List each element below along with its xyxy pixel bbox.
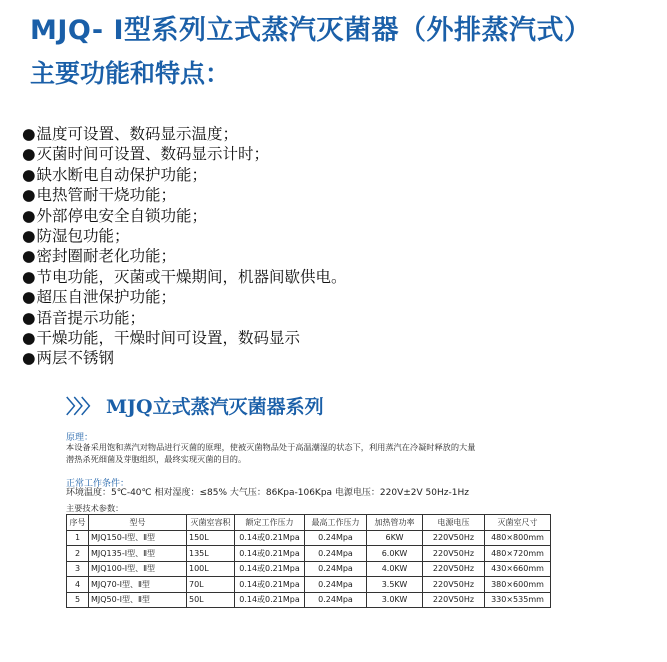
table-cell: 480×800mm [485,530,551,546]
column-header: 最高工作压力 [305,515,367,531]
column-header: 电源电压 [423,515,485,531]
table-cell: 220V50Hz [423,546,485,562]
table-row [67,546,551,562]
table-cell: 0.24Mpa [305,530,367,546]
principle-label: 原理： [66,433,94,443]
table-cell: 135L [187,546,235,562]
table-cell: 2 [67,546,89,562]
column-header: 加热管功率 [367,515,423,531]
table-cell: 0.24Mpa [305,561,367,577]
table-cell: 0.14或0.21Mpa [235,561,305,577]
params-label: 主要技术参数： [66,503,124,513]
series-heading [66,392,324,419]
table-cell: 0.24Mpa [305,577,367,593]
feature-item: ● 灭菌时间可设置、数码显示计时； [22,144,347,164]
conditions-text: 环境温度：5℃-40℃ 相对湿度：≤85% 大气压：86Kpa-106Kpa 电源电压：220V±2V 50Hz-1Hz [66,488,469,498]
table-cell: 0.24Mpa [305,546,367,562]
table-cell: 0.14或0.21Mpa [235,546,305,562]
table-cell: 0.14或0.21Mpa [235,592,305,608]
table-row [67,592,551,608]
series-title: MJQ立式蒸汽灭菌器系列 [106,396,324,418]
table-cell: 0.14或0.21Mpa [235,530,305,546]
table-cell: MJQ135-Ⅰ型、Ⅱ型 [89,546,187,562]
table-cell: 150L [187,530,235,546]
table-cell: 3 [67,561,89,577]
table-cell: 5 [67,592,89,608]
table-cell: MJQ50-Ⅰ型、Ⅱ型 [89,592,187,608]
table-cell: 220V50Hz [423,592,485,608]
table-cell: MJQ150-Ⅰ型、Ⅱ型 [89,530,187,546]
table-cell: 100L [187,561,235,577]
table-cell: 220V50Hz [423,561,485,577]
table-cell: 6.0KW [367,546,423,562]
feature-item: ● 密封圈耐老化功能； [22,246,347,266]
table-cell: 220V50Hz [423,577,485,593]
feature-item: ● 两层不锈钢 [22,348,347,368]
table-row [67,561,551,577]
conditions-label: 正常工作条件： [66,479,130,489]
table-header-row [67,515,551,531]
feature-item: ● 防湿包功能； [22,226,347,246]
table-cell: 70L [187,577,235,593]
table-cell: 380×600mm [485,577,551,593]
table-cell: 3.5KW [367,577,423,593]
feature-item: ● 节电功能，灭菌或干燥期间，机器间歇供电。 [22,267,347,287]
table-cell: 4 [67,577,89,593]
table-cell: 430×660mm [485,561,551,577]
table-cell: 50L [187,592,235,608]
column-header: 灭菌室容积 [187,515,235,531]
triple-chevron-icon: 〉〉〉 [66,396,99,418]
feature-item: ● 外部停电安全自锁功能； [22,206,347,226]
feature-list [22,124,347,369]
column-header: 序号 [67,515,89,531]
table-cell: 480×720mm [485,546,551,562]
table-cell: 0.14或0.21Mpa [235,577,305,593]
table-row [67,530,551,546]
section-heading-features: 主要功能和特点： [30,59,231,88]
feature-item: ● 语音提示功能； [22,308,347,328]
page-title: MJQ- Ⅰ型系列立式蒸汽灭菌器（外排蒸汽式） [30,15,592,46]
spec-table [66,514,551,608]
table-row [67,577,551,593]
table-cell: 220V50Hz [423,530,485,546]
column-header: 灭菌室尺寸 [485,515,551,531]
column-header: 额定工作压力 [235,515,305,531]
table-cell: 4.0KW [367,561,423,577]
principle-text-line-1: 本设备采用饱和蒸汽对物品进行灭菌的原理，使被灭菌物品处于高温潮湿的状态下，利用蒸汽在冷凝时释放的大量 [66,442,476,452]
feature-item: ● 温度可设置、数码显示温度； [22,124,347,144]
table-cell: 330×535mm [485,592,551,608]
feature-item: ● 缺水断电自动保护功能； [22,165,347,185]
column-header: 型号 [89,515,187,531]
table-cell: MJQ100-Ⅰ型、Ⅱ型 [89,561,187,577]
table-cell: 1 [67,530,89,546]
feature-item: ● 超压自泄保护功能； [22,287,347,307]
feature-item: ● 干燥功能，干燥时间可设置，数码显示 [22,328,347,348]
table-cell: 0.24Mpa [305,592,367,608]
feature-item: ● 电热管耐干烧功能； [22,185,347,205]
table-cell: 6KW [367,530,423,546]
table-cell: 3.0KW [367,592,423,608]
table-cell: MJQ70-Ⅰ型、Ⅱ型 [89,577,187,593]
principle-text-line-2: 潜热杀死细菌及芽胞组织，最终实现灭菌的目的。 [66,454,247,464]
